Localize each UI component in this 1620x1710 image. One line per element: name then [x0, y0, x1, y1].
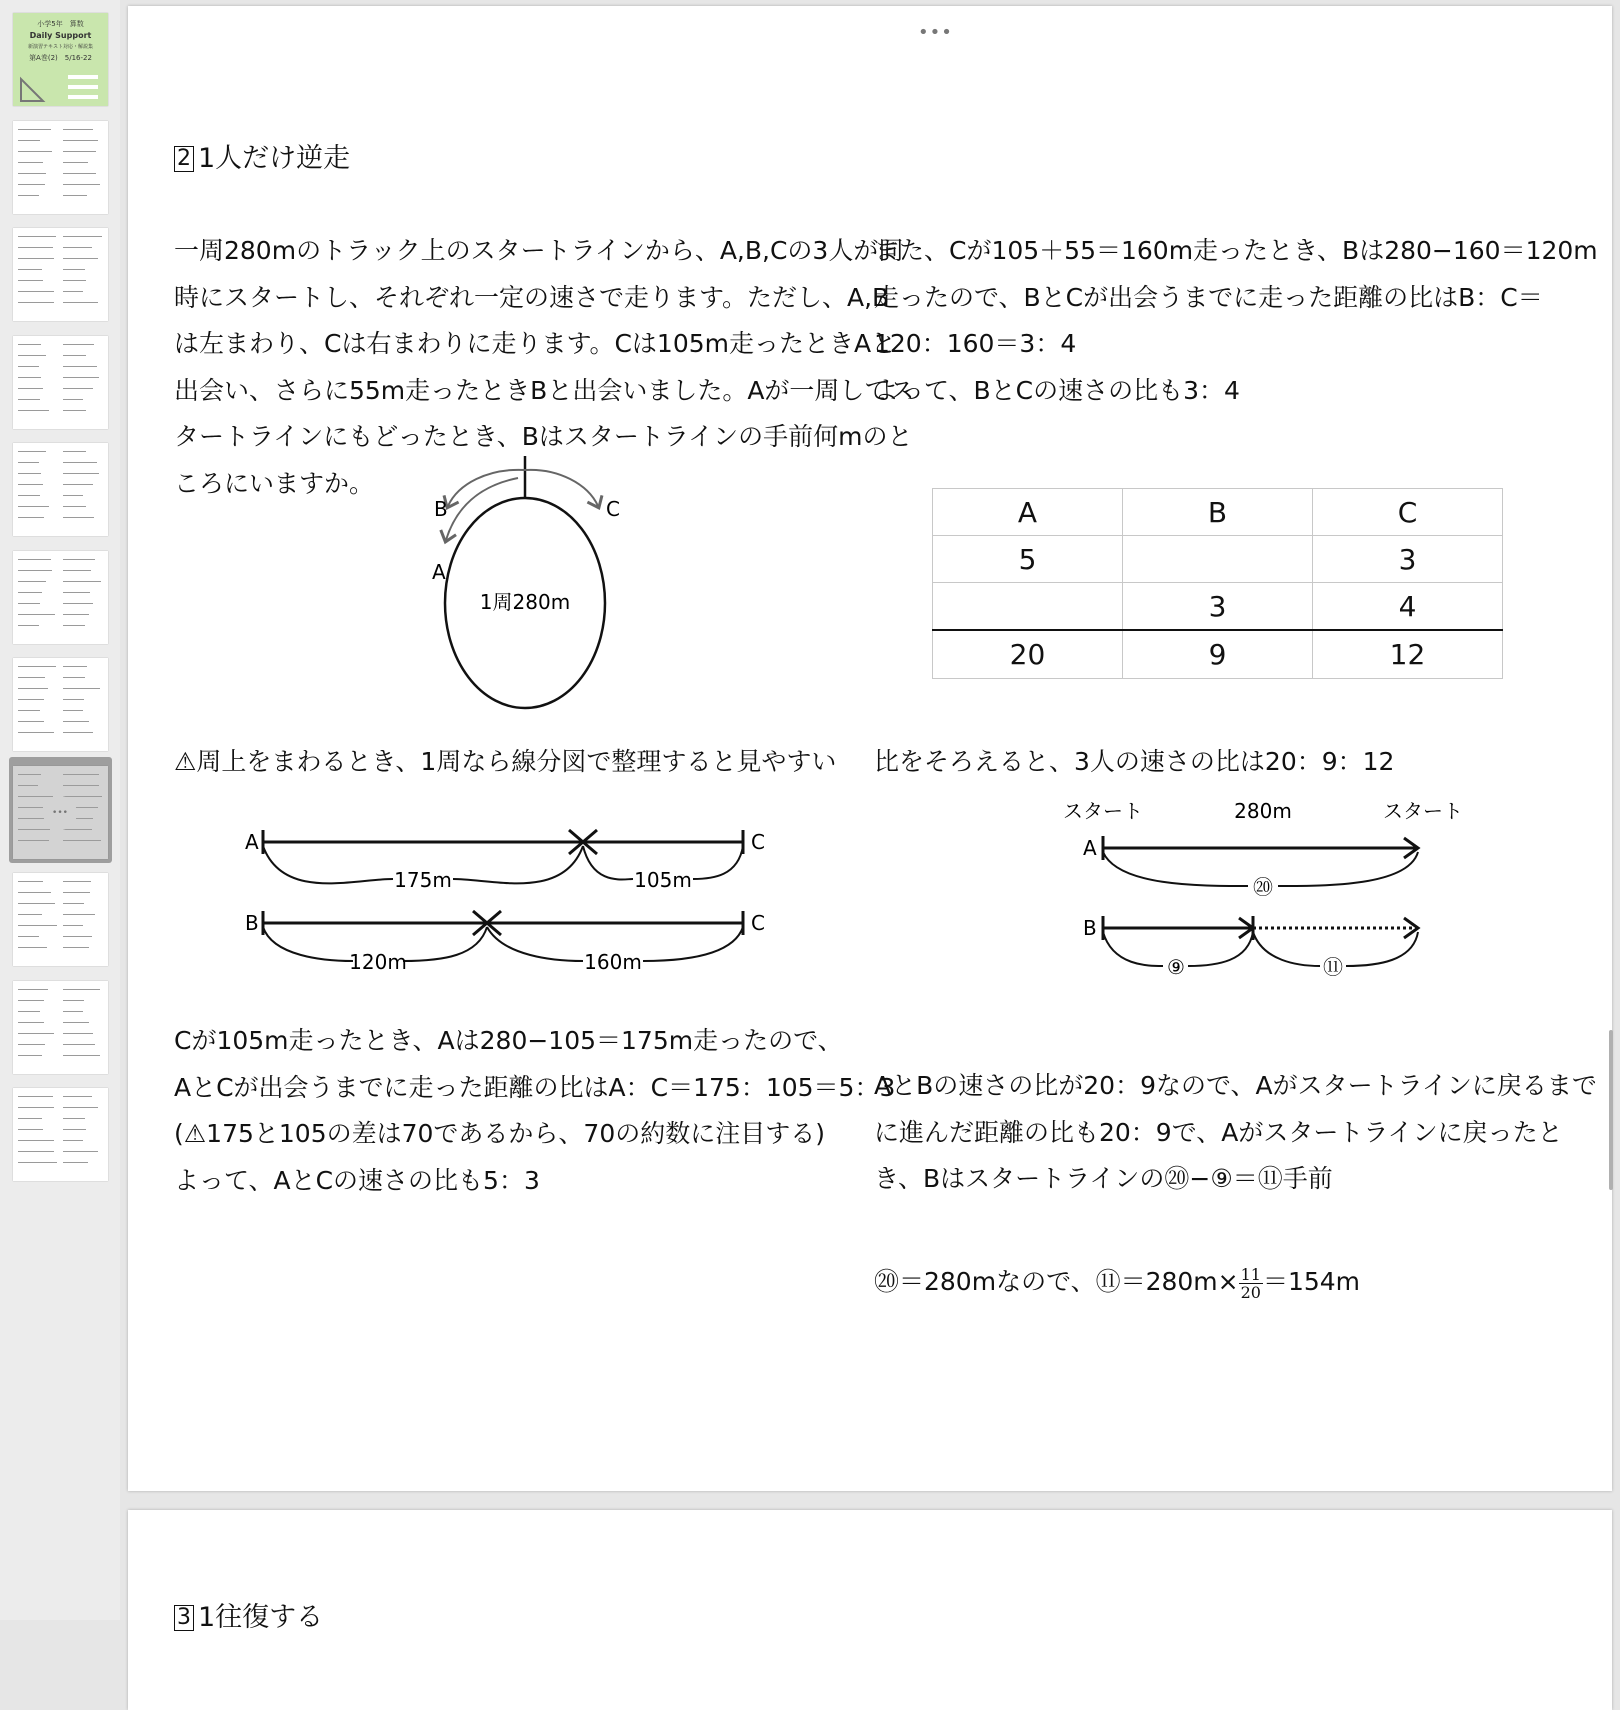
thumbnail-text-line [63, 247, 92, 248]
solution-line: よって、BとCの速さの比も3：4 [874, 375, 1240, 405]
arrow-c [525, 470, 598, 506]
thumbnail-text-line [63, 129, 93, 130]
thumbnail-text-line [63, 184, 100, 185]
thumbnail-text-line [18, 581, 46, 582]
row1-right-label: C [751, 830, 765, 854]
thumbnail-text-line [63, 1000, 84, 1001]
solution-line: Cが105m走ったとき、Aは280−105＝175m走ったので、 [174, 1026, 843, 1055]
thumbnail-text-line [63, 1033, 93, 1034]
thumbnail-text-line [63, 892, 90, 893]
thumbnail-text-line [63, 1011, 83, 1012]
thumbnail-text-line [18, 1011, 40, 1012]
thumbnail-text-line [18, 1022, 44, 1023]
thumbnail-text-line [63, 1162, 88, 1163]
thumbnail-text-line [18, 914, 42, 915]
thumbnail-text-line [18, 495, 40, 496]
thumbnail-text-line [63, 581, 101, 582]
thumbnail-text-line [18, 247, 53, 248]
table-cell: A [933, 489, 1123, 536]
table-cell: 20 [933, 630, 1123, 679]
thumbnail-text-line [63, 388, 93, 389]
thumbnail-text-line [18, 721, 44, 722]
thumbnail-text-line [18, 1000, 44, 1001]
thumbnail-text-line [18, 881, 43, 882]
table-cell [933, 583, 1123, 631]
thumbnail-text-line [63, 377, 99, 378]
solution-line: き、Bはスタートラインの⑳−⑨＝⑪手前 [874, 1164, 1333, 1194]
thumbnail-text-line [63, 344, 94, 345]
thumbnail-text-line [63, 517, 94, 518]
thumbnail-text-line [18, 355, 46, 356]
thumbnail-text-line [63, 1118, 85, 1119]
thumbnail-text-line [63, 462, 97, 463]
thumbnail-text-line [18, 840, 49, 841]
thumbnail-text-line [18, 184, 45, 185]
thumbnail-text-line [18, 1151, 54, 1152]
problem-line: は左まわり、Cは右まわりに走ります。Cは105m走ったときAと [174, 329, 897, 359]
label-b: B [434, 497, 448, 521]
row-b-seg1-label: ⑨ [1167, 955, 1185, 979]
row2-seg2-label: 160m [584, 950, 642, 974]
document-page-next [128, 1510, 1612, 1710]
document-page [128, 6, 1612, 1491]
page-thumbnail[interactable] [13, 766, 108, 859]
page-thumbnail[interactable] [13, 121, 108, 214]
thumbnail-text-line [63, 484, 93, 485]
distance-label: 280m [1234, 799, 1292, 823]
solution-line: AとCが出会うまでに走った距離の比はA：C＝175：105＝5：3 [174, 1072, 896, 1102]
thumbnail-text-line [63, 269, 85, 270]
thumbnail-text-line [18, 677, 45, 678]
thumbnail-text-line [18, 989, 48, 990]
thumbnail-text-line [18, 614, 55, 615]
solution-right-top [874, 228, 1598, 414]
thumbnail-text-line [63, 1022, 89, 1023]
ratio-table [932, 488, 1503, 679]
next-problem-title: 1往復する [198, 1602, 324, 1633]
label-circumference: 1周280m [479, 590, 571, 614]
solution-line: また、Cが105＋55＝160m走ったとき、Bは280−160＝120m [874, 236, 1598, 265]
thumbnail-text-line [63, 721, 89, 722]
solution-line: 走ったので、BとCが出会うまでに走った距離の比はB：C＝ [874, 282, 1543, 312]
thumbnail-text-line [18, 291, 54, 292]
thumbnail-text-line [18, 484, 43, 485]
table-header-row [933, 489, 1503, 536]
start-left-label: スタート [1063, 799, 1143, 823]
thumbnail-text-line [63, 280, 86, 281]
thumbnail-text-line [63, 355, 86, 356]
thumbnail-text-line [63, 1151, 98, 1152]
thumbnail-text-line [18, 1033, 54, 1034]
problem-line: 出会い、さらに55m走ったときBと出会いました。Aが一周してス [174, 375, 915, 405]
thumbnail-text-line [63, 947, 89, 948]
table-cell: 12 [1313, 630, 1503, 679]
row-a-label: A [1083, 836, 1097, 860]
ratio-summary: 比をそろえると、3人の速さの比は20：9：12 [874, 747, 1395, 776]
thumbnail-text-line [63, 840, 101, 841]
thumbnail-text-line [18, 173, 46, 174]
final-answer [874, 1259, 1360, 1306]
thumbnail-text-line [63, 451, 86, 452]
thumbnail-text-line [18, 732, 54, 733]
thumbnail-text-line [18, 947, 47, 948]
thumbnail-text-line [63, 1140, 83, 1141]
row1-left-label: A [245, 830, 259, 854]
row1-seg1-label: 175m [394, 868, 452, 892]
thumbnail-text-line [63, 614, 89, 615]
thumbnail-text-line [18, 925, 57, 926]
problem-line: 時にスタートし、それぞれ一定の速さで走ります。ただし、A,B [174, 282, 890, 312]
problem-line: タートラインにもどったとき、Bはスタートラインの手前何mのと [174, 422, 913, 452]
thumbnail-text-line [63, 291, 83, 292]
thumbnail-text-line [63, 173, 96, 174]
thumbnail-text-line [18, 903, 55, 904]
page-thumbnail-sidebar [0, 0, 120, 1620]
thumbnail-text-line [18, 344, 41, 345]
thumbnail-text-line [63, 1055, 100, 1056]
page-thumbnail[interactable] [13, 981, 108, 1074]
thumbnail-text-line [18, 258, 54, 259]
thumbnail-text-line [18, 688, 48, 689]
thumbnail-text-line [63, 366, 97, 367]
thumbnail-text-line [63, 1096, 92, 1097]
thumbnail-text-line [18, 774, 41, 775]
thumbnail-text-line [18, 388, 43, 389]
thumbnail-text-line [18, 1107, 54, 1108]
thumbnail-text-line [18, 1096, 53, 1097]
thumbnail-text-line [63, 592, 90, 593]
thumbnail-text-line [18, 162, 43, 163]
page-thumbnail[interactable] [13, 336, 108, 429]
cover-line3: 新演習テキスト対応・解説集 [28, 44, 93, 50]
fraction-numerator: 11 [1240, 1264, 1261, 1284]
thumbnail-text-line [63, 559, 95, 560]
thumbnail-text-line [63, 195, 87, 196]
thumbnail-text-line [18, 1129, 43, 1130]
thumbnail-text-line [63, 710, 83, 711]
thumbnail-text-line [18, 1140, 54, 1141]
table-cell: 9 [1123, 630, 1313, 679]
fraction [1239, 1266, 1263, 1301]
thumbnail-text-line [18, 399, 40, 400]
table-total-row [933, 630, 1503, 679]
row-b-label: B [1083, 916, 1097, 940]
thumbnail-text-line [18, 892, 51, 893]
thumbnail-text-line [18, 451, 46, 452]
thumbnail-text-line [18, 796, 53, 797]
cover-line4: 第A巻(2) 5/16-22 [29, 54, 92, 62]
thumbnail-text-line [18, 366, 39, 367]
row-b-seg2-label: ⑪ [1323, 955, 1343, 979]
thumbnail-text-line [18, 1055, 42, 1056]
thumbnail-text-line [63, 1044, 95, 1045]
thumbnail-text-line [63, 1129, 86, 1130]
label-a: A [432, 560, 446, 584]
line-segment-diagram-right [1058, 796, 1478, 1006]
arrow-b [448, 470, 525, 506]
thumbnail-text-line [63, 140, 98, 141]
row2-left-label: B [245, 911, 259, 935]
thumbnail-text-line [63, 677, 85, 678]
thumbnail-text-line [18, 829, 50, 830]
problem-title: 1人だけ逆走 [198, 143, 351, 174]
page-thumbnail[interactable] [13, 443, 108, 536]
thumbnail-text-line [18, 710, 40, 711]
table-cell: 5 [933, 536, 1123, 583]
thumbnail-text-line [63, 473, 99, 474]
thumbnail-text-line [18, 1162, 57, 1163]
thumbnail-text-line [63, 151, 96, 152]
thumbnail-text-line [18, 1044, 45, 1045]
thumbnail-text-line [63, 796, 102, 797]
solution-right-bottom [874, 1063, 1597, 1203]
solution-line: (⚠175と105の差は70であるから、70の約数に注目する) [174, 1119, 825, 1149]
thumbnail-text-line [18, 625, 39, 626]
page-thumbnail[interactable] [13, 873, 108, 966]
note-text: ⚠周上をまわるとき、1周なら線分図で整理すると見やすい [174, 747, 837, 776]
table-cell: B [1123, 489, 1313, 536]
thumbnail-text-line [18, 1118, 42, 1119]
thumbnail-text-line [63, 829, 92, 830]
row2-right-label: C [751, 911, 765, 935]
thumbnail-text-line [63, 506, 86, 507]
thumbnail-text-line [63, 625, 85, 626]
thumbnail-text-line [63, 258, 98, 259]
page-thumbnail[interactable] [13, 1088, 108, 1181]
thumbnail-text-line [18, 506, 49, 507]
thumbnail-text-line [63, 399, 83, 400]
arrow-a [446, 478, 518, 540]
line-segment-diagram-left [243, 816, 803, 986]
row1-seg2-label: 105m [634, 868, 692, 892]
thumbnail-text-line [63, 732, 93, 733]
table-row [933, 583, 1503, 631]
thumbnail-text-line [63, 914, 95, 915]
start-right-label: スタート [1383, 799, 1463, 823]
thumbnail-text-line [18, 236, 56, 237]
problem-line: ころにいますか。 [174, 468, 375, 498]
thumbnail-text-line [18, 195, 39, 196]
problem-number: 2 [174, 146, 194, 172]
solution-left [174, 1018, 895, 1204]
thumbnail-text-line [18, 785, 38, 786]
thumbnail-text-line [63, 774, 99, 775]
thumbnail-text-line [18, 280, 43, 281]
thumbnail-text-line [63, 236, 102, 237]
solution-line: AとBの速さの比が20：9なので、Aがスタートラインに戻るまで [874, 1071, 1597, 1100]
table-cell: 4 [1313, 583, 1503, 631]
circle-track-diagram [408, 456, 668, 726]
thumbnail-text-line [63, 666, 87, 667]
thumbnail-text-line [18, 592, 42, 593]
table-cell: C [1313, 489, 1503, 536]
thumbnail-cover[interactable] [13, 13, 108, 106]
thumbnail-text-line [18, 936, 39, 937]
solution-line: に進んだ距離の比も20：9で、Aがスタートラインに戻ったと [874, 1117, 1563, 1147]
row-a-seg-label: ⑳ [1253, 875, 1273, 899]
thumbnail-text-line [63, 881, 91, 882]
fraction-denominator: 20 [1240, 1282, 1261, 1302]
vertical-scrollbar[interactable] [1609, 1030, 1613, 1190]
thumbnail-text-line [18, 302, 54, 303]
problem-line: 一周280mのトラック上のスタートラインから、A,B,Cの3人が同 [174, 236, 904, 265]
thumbnail-text-line [18, 269, 42, 270]
answer-prefix: ⑳＝280mなので、⑪＝280m× [874, 1267, 1239, 1296]
next-problem-number: 3 [174, 1605, 194, 1631]
thumbnail-text-line [63, 785, 99, 786]
thumbnail-text-line [18, 559, 51, 560]
thumbnail-text-line [63, 989, 100, 990]
table-cell [1123, 536, 1313, 583]
thumbnail-more-button[interactable]: ••• [43, 796, 77, 830]
thumbnail-text-line [18, 473, 41, 474]
page-thumbnail[interactable] [13, 228, 108, 321]
more-options-icon[interactable]: ••• [918, 22, 953, 43]
thumbnail-text-line [18, 140, 40, 141]
thumbnail-text-line [18, 410, 49, 411]
thumbnail-text-line [63, 162, 88, 163]
thumbnail-text-line [63, 495, 83, 496]
thumbnail-text-line [63, 925, 83, 926]
solution-line: 120：160＝3：4 [874, 329, 1077, 359]
thumbnail-text-line [63, 936, 92, 937]
table-row [933, 536, 1503, 583]
cover-ruler-icon [13, 13, 108, 106]
page-thumbnail[interactable] [13, 658, 108, 751]
thumbnail-text-line [63, 603, 93, 604]
thumbnail-text-line [63, 410, 86, 411]
page-thumbnail[interactable] [13, 551, 108, 644]
cover-title: Daily Support [29, 31, 92, 40]
thumbnail-text-line [18, 377, 41, 378]
thumbnail-text-line [18, 666, 56, 667]
label-c: C [606, 497, 620, 521]
thumbnail-text-line [18, 603, 40, 604]
table-cell: 3 [1123, 583, 1313, 631]
thumbnail-text-line [18, 807, 43, 808]
thumbnail-text-line [18, 517, 44, 518]
thumbnail-text-line [63, 688, 100, 689]
answer-suffix: ＝154m [1262, 1267, 1361, 1296]
thumbnail-text-line [18, 462, 39, 463]
row2-seg1-label: 120m [349, 950, 407, 974]
thumbnail-text-line [63, 699, 84, 700]
thumbnail-text-line [18, 151, 52, 152]
thumbnail-text-line [63, 570, 91, 571]
solution-line: よって、AとCの速さの比も5：3 [174, 1165, 540, 1195]
table-cell: 3 [1313, 536, 1503, 583]
thumbnail-text-line [18, 699, 44, 700]
thumbnail-text-line [18, 129, 51, 130]
cover-line1: 小学5年 算数 [37, 20, 84, 28]
next-problem-heading [174, 1595, 323, 1634]
thumbnail-text-line [63, 1107, 98, 1108]
thumbnail-text-line [18, 570, 52, 571]
thumbnail-text-line [63, 903, 84, 904]
thumbnail-text-line [63, 302, 98, 303]
problem-heading [174, 136, 350, 175]
